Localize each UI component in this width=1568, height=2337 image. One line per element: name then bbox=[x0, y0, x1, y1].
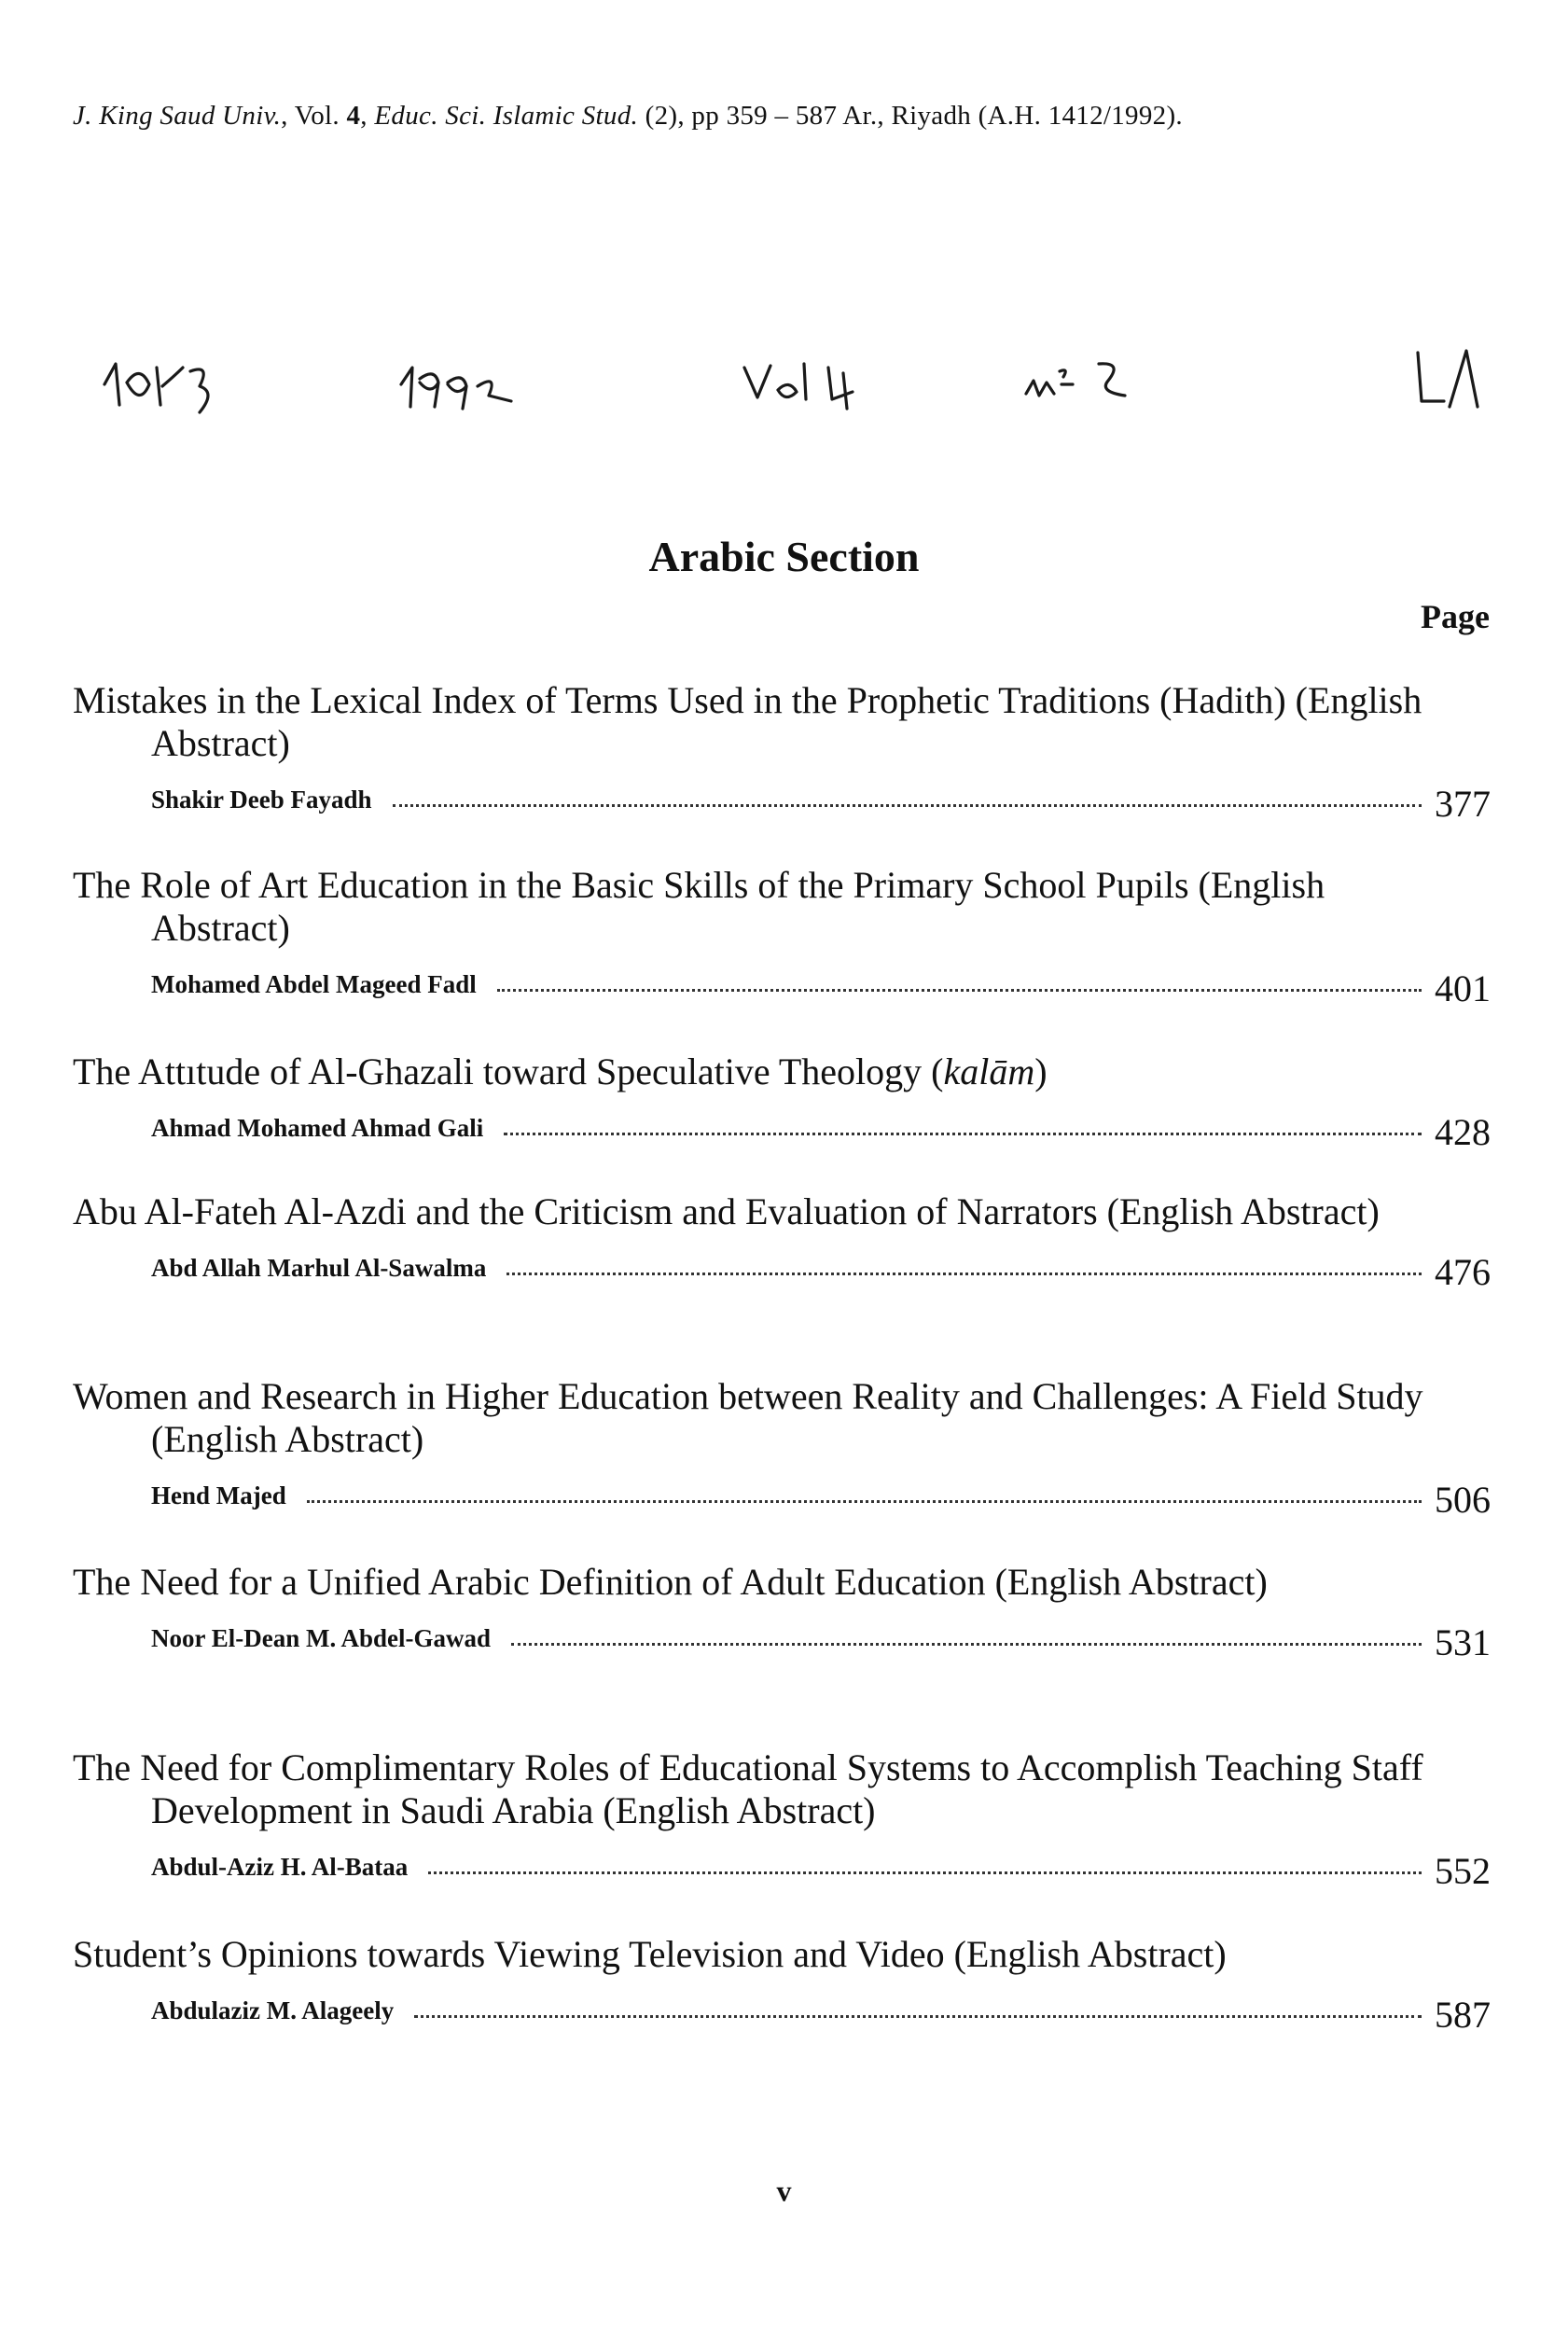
header-sep-2: , bbox=[360, 101, 375, 131]
contents-entry bbox=[73, 864, 1491, 1009]
handwriting-mark bbox=[1450, 351, 1478, 407]
handwriting-mark bbox=[1099, 364, 1125, 396]
entry-author: Abd Allah Marhul Al-Sawalma bbox=[151, 1254, 487, 1282]
contents-entry bbox=[73, 1561, 1491, 1663]
handwriting-mark bbox=[804, 364, 806, 399]
entry-page-number: 428 bbox=[1435, 1111, 1491, 1153]
entry-author: Abdul-Aziz H. Al-Bataa bbox=[151, 1853, 409, 1881]
entry-author-row bbox=[73, 1239, 1491, 1293]
entry-title: Student’s Opinions towards Viewing Television and Video (English Abstract) bbox=[73, 1933, 1227, 1975]
italic-term: kalām bbox=[943, 1050, 1035, 1092]
entry-title: The Need for Complimentary Roles of Educational Systems to Accomplish Teaching Staff Development in Saudi Arabia (English Abstract) bbox=[73, 1746, 1423, 1831]
series-name: Educ. Sci. Islamic Stud. bbox=[374, 101, 639, 131]
handwriting-mark bbox=[1026, 381, 1054, 396]
entry-author-row bbox=[73, 771, 1491, 825]
handwritten-annotation bbox=[0, 327, 1568, 438]
entry-author: Ahmad Mohamed Ahmad Gali bbox=[151, 1114, 484, 1142]
entry-page-number: 377 bbox=[1435, 783, 1491, 825]
page-folio: v bbox=[776, 2174, 792, 2207]
entry-title: Women and Research in Higher Education between Reality and Challenges: A Field Study (English Abstract) bbox=[73, 1375, 1423, 1460]
entry-author-row bbox=[73, 1099, 1491, 1153]
dot-leader bbox=[497, 988, 1422, 992]
handwriting-mark bbox=[478, 382, 511, 401]
contents-entry bbox=[73, 1375, 1491, 1521]
page-column-heading: Page bbox=[1421, 598, 1490, 635]
handwriting-mark bbox=[828, 368, 853, 409]
entry-author-row bbox=[73, 955, 1491, 1009]
entry-author: Noor El-Dean M. Abdel-Gawad bbox=[151, 1624, 492, 1652]
dot-leader bbox=[414, 2014, 1422, 2018]
entry-author-row bbox=[73, 1838, 1491, 1892]
dot-leader bbox=[393, 803, 1422, 807]
journal-name: J. King Saud Univ. bbox=[73, 101, 282, 131]
entry-page-number: 506 bbox=[1435, 1479, 1491, 1521]
entry-author: Hend Majed bbox=[151, 1481, 286, 1509]
entry-page-number: 552 bbox=[1435, 1850, 1491, 1892]
header-sep-1: , Vol. bbox=[281, 101, 347, 131]
handwriting-mark bbox=[1060, 370, 1073, 384]
handwriting-mark bbox=[190, 369, 208, 412]
section-title: Arabic Section bbox=[648, 533, 920, 580]
entry-title: The Role of Art Education in the Basic Skills of the Primary School Pupils (English Abstract) bbox=[73, 864, 1325, 949]
dot-leader bbox=[307, 1499, 1422, 1503]
running-header bbox=[73, 101, 1183, 132]
entry-page-number: 587 bbox=[1435, 1994, 1491, 2036]
entry-author-row bbox=[73, 1467, 1491, 1521]
entry-page-number: 531 bbox=[1435, 1621, 1491, 1663]
entry-title: The Attıtude of Al-Ghazali toward Speculative Theology (kalām) bbox=[73, 1050, 1048, 1092]
dot-leader bbox=[428, 1871, 1422, 1874]
contents-entry bbox=[73, 679, 1491, 825]
contents-entry bbox=[73, 1190, 1491, 1293]
contents-entry bbox=[73, 1933, 1491, 2036]
handwriting-mark bbox=[448, 378, 466, 409]
entry-author-row bbox=[73, 1609, 1491, 1663]
handwriting-mark bbox=[744, 366, 770, 397]
volume-number: 4 bbox=[346, 101, 361, 131]
entry-author: Shakir Deeb Fayadh bbox=[151, 786, 372, 814]
contents-entry bbox=[73, 1746, 1491, 1892]
handwriting-mark bbox=[127, 373, 149, 395]
entry-page-number: 401 bbox=[1435, 967, 1491, 1009]
entry-author: Abdulaziz M. Alageely bbox=[151, 1996, 395, 2024]
entry-title: Mistakes in the Lexical Index of Terms Used in the Prophetic Traditions (Hadith) (English Abstract) bbox=[73, 679, 1422, 764]
handwriting-mark bbox=[420, 374, 438, 407]
entry-author-row bbox=[73, 1982, 1491, 2036]
handwriting-mark bbox=[104, 364, 119, 405]
contents-entry bbox=[73, 1050, 1491, 1153]
entry-author: Mohamed Abdel Mageed Fadl bbox=[151, 970, 477, 998]
dot-leader bbox=[511, 1642, 1422, 1646]
entry-page-number: 476 bbox=[1435, 1251, 1491, 1293]
handwriting-mark bbox=[1418, 353, 1444, 401]
handwriting-mark bbox=[401, 368, 412, 407]
dot-leader bbox=[506, 1272, 1422, 1275]
entry-title: Abu Al-Fateh Al-Azdi and the Criticism and Evaluation of Narrators (English Abstract) bbox=[73, 1190, 1380, 1232]
dot-leader bbox=[504, 1132, 1422, 1135]
header-details: (2), pp 359 – 587 Ar., Riyadh (A.H. 1412/1992). bbox=[638, 101, 1183, 131]
entry-title: The Need for a Unified Arabic Definition of Adult Education (English Abstract) bbox=[73, 1561, 1268, 1603]
handwriting-mark bbox=[778, 384, 797, 396]
handwriting-mark bbox=[157, 368, 183, 405]
